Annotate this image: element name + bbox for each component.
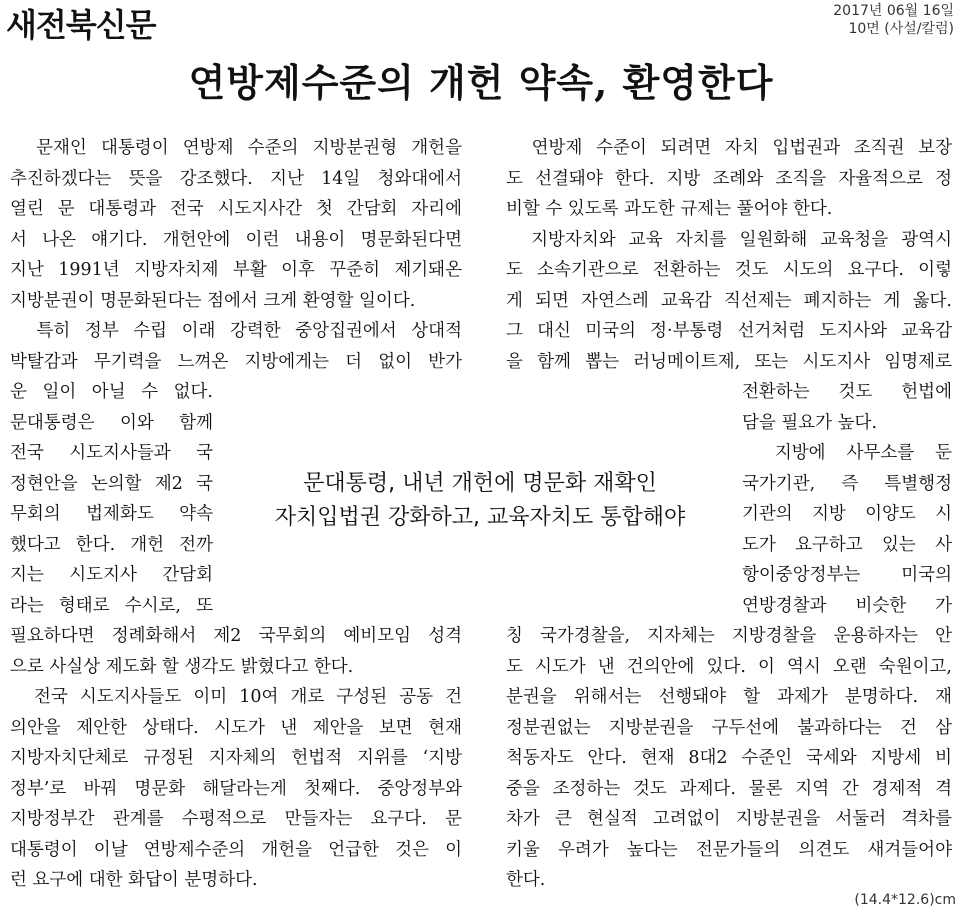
text-line: 운 일이 아닐 수 없다. <box>10 382 213 402</box>
sub-headline-line-2: 자치입법권 강화하고, 교육자치도 통합해야 <box>274 505 686 530</box>
text-line: 문재인 대통령이 연방제 수준의 지방분권형 개헌을 <box>10 138 462 158</box>
left-column-narrow <box>10 377 213 621</box>
text-line: 으로 사실상 제도화 할 생각도 밝혔다고 한다. <box>10 656 354 677</box>
text-line: 정현안을 논의할 제2 국 <box>10 473 213 494</box>
text-line: 키울 우려가 높다는 전문가들의 의견도 새겨들어야 <box>506 839 952 860</box>
text-line: 의안을 제안한 상태다. 시도가 낸 제안을 보면 현재 <box>10 717 462 738</box>
text-line: 지방자치단체로 규정된 지자체의 헌법적 지위를 ‘지방 <box>10 748 462 768</box>
sub-headline <box>230 467 730 535</box>
text-line: 도 소속기관으로 전환하는 것도 시도의 요구다. 이렇 <box>506 260 952 280</box>
text-line: 연방제 수준이 되려면 자치 입법권과 조직권 보장 <box>506 138 952 158</box>
issue-date: 2017년 06월 16일 <box>833 3 954 19</box>
text-line: 척동자도 안다. 현재 8대2 수준인 국세와 지방세 비 <box>506 748 952 768</box>
text-line: 라는 형태로 수시로, 또 <box>10 595 213 616</box>
right-column-bottom <box>506 621 952 896</box>
text-line: 도 시도가 낸 건의안에 있다. 이 역시 오랜 숙원이고, <box>506 656 952 677</box>
text-line: 전국 시도지사들도 이미 10여 개로 구성된 공동 건 <box>10 687 462 707</box>
text-line: 지방에 사무소를 둔 <box>742 443 952 463</box>
issue-info <box>833 2 954 38</box>
text-line: 연방경찰과 비슷한 가 <box>742 595 952 616</box>
text-line: 박탈감과 무기력을 느껴온 지방에게는 더 없이 반가 <box>10 351 462 372</box>
text-line: 추진하겠다는 뜻을 강조했다. 지난 14일 청와대에서 <box>10 168 462 189</box>
text-line: 대통령이 이날 연방제수준의 개헌을 언급한 것은 이 <box>10 839 462 860</box>
issue-section: 10면 (사설/칼럼) <box>848 21 954 37</box>
text-line: 무회의 법제화도 약속 <box>10 504 213 524</box>
text-line: 중을 조정하는 것도 과제다. 물론 지역 간 경제적 격 <box>506 778 952 799</box>
text-line: 항이중앙정부는 미국의 <box>742 565 952 585</box>
text-line: 차가 큰 현실적 고려없이 지방분권을 서둘러 격차를 <box>506 809 952 829</box>
text-line: 한다. <box>506 870 546 890</box>
right-column-top <box>506 133 952 377</box>
text-line: 국가기관, 즉 특별행정 <box>742 473 952 494</box>
text-line: 지는 시도지사 간담회 <box>10 565 213 585</box>
text-line: 전환하는 것도 헌법에 <box>742 382 952 402</box>
article-size-note: (14.4*12.6)cm <box>854 892 956 908</box>
text-line: 칭 국가경찰을, 지자체는 지방경찰을 운용하자는 안 <box>506 626 952 646</box>
text-line: 필요하다면 정례화해서 제2 국무회의 예비모임 성격 <box>10 626 462 646</box>
text-line: 분권을 위해서는 선행돼야 할 과제가 분명하다. 재 <box>506 687 952 707</box>
right-column-narrow <box>742 377 952 621</box>
text-line: 런 요구에 대한 화답이 분명하다. <box>10 870 258 890</box>
text-line: 도가 요구하고 있는 사 <box>742 534 952 555</box>
left-column-bottom <box>10 621 462 896</box>
text-line: 지난 1991년 지방자치제 부활 이후 꾸준히 제기돼온 <box>10 260 462 280</box>
text-line: 게 되면 자연스레 교육감 직선제는 폐지하는 게 옳다. <box>506 290 952 311</box>
text-line: 을 함께 뽑는 러닝메이트제, 또는 시도지사 임명제로 <box>506 351 952 372</box>
text-line: 기관의 지방 이양도 시 <box>742 504 952 524</box>
text-line: 전국 시도지사들과 국 <box>10 443 213 463</box>
text-line: 지방자치와 교육 자치를 일원화해 교육청을 광역시 <box>506 229 952 250</box>
text-line: 서 나온 얘기다. 개헌안에 이런 내용이 명문화된다면 <box>10 229 462 250</box>
text-line: 정부’로 바꿔 명문화 해달라는게 첫째다. 중앙정부와 <box>10 778 462 799</box>
text-line: 그 대신 미국의 정·부통령 선거처럼 도지사와 교육감 <box>506 321 952 341</box>
text-line: 지방정부간 관계를 수평적으로 만들자는 요구다. 문 <box>10 809 462 829</box>
text-line: 정분권없는 지방분권을 구두선에 불과하다는 건 삼 <box>506 717 952 738</box>
newspaper-logo: 새전북신문 <box>6 6 156 44</box>
text-line: 특히 정부 수립 이래 강력한 중앙집권에서 상대적 <box>10 321 462 341</box>
sub-headline-line-1: 문대통령, 내년 개헌에 명문화 재확인 <box>303 471 657 496</box>
text-line: 열린 문 대통령과 전국 시도지사간 첫 간담회 자리에 <box>10 199 462 219</box>
article-headline: 연방제수준의 개헌 약속, 환영한다 <box>188 60 774 105</box>
left-column-top <box>10 133 462 377</box>
text-line: 담을 필요가 높다. <box>742 412 878 433</box>
text-line: 문대통령은 이와 함께 <box>10 412 213 433</box>
text-line: 비할 수 있도록 과도한 규제는 풀어야 한다. <box>506 199 833 219</box>
text-line: 지방분권이 명문화된다는 점에서 크게 환영할 일이다. <box>10 290 416 311</box>
text-line: 했다고 한다. 개헌 전까 <box>10 534 213 555</box>
text-line: 도 선결돼야 한다. 지방 조례와 조직을 자율적으로 정 <box>506 168 952 189</box>
